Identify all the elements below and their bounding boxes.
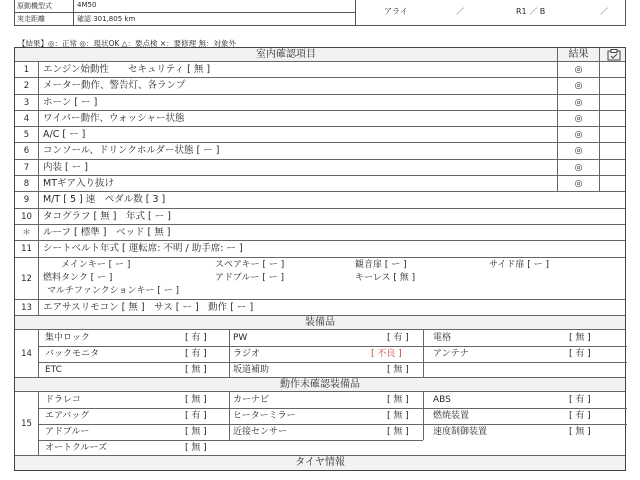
- auto-cruise-label: オートクルーズ: [45, 442, 108, 453]
- result-header: 結果: [557, 48, 599, 61]
- airbag-label: エアバッグ: [45, 410, 90, 421]
- fuel-tank-field: 燃料タンク [ ー ]: [43, 272, 113, 283]
- tire-section-title: タイヤ情報: [295, 456, 345, 468]
- adblue-key-field: アドブルー [ ー ]: [215, 272, 284, 283]
- row-number: 1: [15, 62, 39, 77]
- keyless-field: キーレス [ 無 ]: [355, 272, 416, 283]
- row-number: 5: [15, 127, 39, 142]
- row-number: 9: [15, 192, 39, 207]
- row-number: 14: [15, 330, 39, 377]
- central-lock-value: [ 有 ]: [185, 332, 207, 343]
- interior-row: [15, 111, 625, 127]
- interior-section-title: 室内確認項目: [256, 49, 316, 60]
- car-navi-label: カーナビ: [233, 394, 270, 405]
- clipboard-icon: [607, 49, 621, 61]
- abs-label: ABS: [433, 394, 451, 405]
- airbag-value: [ 有 ]: [185, 410, 207, 421]
- etc-value: [ 無 ]: [185, 364, 207, 375]
- equipment-section-header: [15, 316, 625, 330]
- interior-row: [15, 127, 625, 143]
- mileage-label: 実走距離: [17, 15, 45, 23]
- interior-row: [15, 192, 625, 208]
- row-text: MTギア入り抜け: [43, 178, 114, 190]
- row-number: 7: [15, 160, 39, 175]
- power-window-label: PW: [233, 332, 248, 343]
- alignment-label: アライ: [384, 7, 408, 16]
- engine-model-label: 原動機型式: [17, 2, 52, 10]
- row-number: 11: [15, 241, 39, 256]
- speed-limiter-label: 速度制御装置: [433, 426, 488, 437]
- antenna-label: アンテナ: [433, 348, 469, 359]
- etc-label: ETC: [45, 364, 62, 375]
- side-door-field: サイド扉 [ ー ]: [489, 259, 549, 270]
- air-suspension-row: [15, 300, 625, 316]
- back-monitor-value: [ 有 ]: [185, 348, 207, 359]
- row-number: 3: [15, 95, 39, 110]
- tire-section-header: [15, 456, 625, 470]
- engine-model-value: 4M50: [77, 1, 97, 9]
- adblue-label: アドブルー: [45, 426, 90, 437]
- vehicle-info-table: [14, 0, 626, 26]
- combustion-device-value: [ 有 ]: [569, 410, 591, 421]
- row-number: 8: [15, 176, 39, 191]
- row-result: ◎: [557, 78, 599, 93]
- row-text: メーター動作、警告灯、各ランプ: [43, 80, 186, 92]
- row-text: エアサスリモコン [ 無 ] サス [ ー ] 動作 [ ー ]: [43, 301, 254, 313]
- alignment-mark-1: ／: [456, 7, 464, 16]
- row-text: ホーン [ ー ]: [43, 96, 98, 108]
- rear-door-field: 観音扉 [ ー ]: [355, 259, 407, 270]
- interior-row: [15, 209, 625, 225]
- row-number: 6: [15, 143, 39, 158]
- abs-value: [ 有 ]: [569, 394, 591, 405]
- unverified-section-header: [15, 378, 625, 392]
- row-number: 12: [15, 258, 39, 299]
- mileage-row: [15, 13, 355, 26]
- adblue-value: [ 無 ]: [185, 426, 207, 437]
- interior-row: [15, 241, 625, 257]
- row-result: ◎: [557, 95, 599, 110]
- equipment-section-title: 装備品: [305, 316, 335, 328]
- heater-mirror-value: [ 無 ]: [387, 410, 409, 421]
- row-text: タコグラフ [ 無 ] 年式 [ ー ]: [43, 210, 171, 222]
- multi-function-key-field: マルチファンクションキー [ ー ]: [47, 285, 180, 296]
- unverified-block: [15, 392, 625, 456]
- power-window-value: [ 有 ]: [387, 332, 409, 343]
- equipment-block: [15, 330, 625, 378]
- power-mirror-value: [ 無 ]: [569, 332, 591, 343]
- result-legend: 【結果】◎：正常 ◎：現状OK △：要点検 ×：要修理 無：対象外: [18, 39, 236, 48]
- row-text: A/C [ ー ]: [43, 129, 86, 141]
- interior-row: [15, 160, 625, 176]
- row-text: シートベルト年式 [ 運転席: 不明 / 助手席: ー ]: [43, 243, 243, 255]
- interior-section-header: [15, 48, 625, 62]
- inspection-grid: [14, 47, 626, 471]
- row-number: 10: [15, 209, 39, 224]
- row-result: ◎: [557, 176, 599, 191]
- interior-row: [15, 225, 625, 241]
- central-lock-label: 集中ロック: [45, 332, 90, 343]
- row-text: コンソール、ドリンクホルダー状態 [ ー ]: [43, 145, 220, 157]
- row-result: ◎: [557, 160, 599, 175]
- mileage-value: 確認 301,805 km: [77, 15, 136, 23]
- alignment-value: R1 ／ B: [516, 7, 546, 16]
- proximity-sensor-label: 近接センサー: [233, 426, 288, 437]
- car-navi-value: [ 無 ]: [387, 394, 409, 405]
- unverified-section-title: 動作未確認装備品: [280, 378, 360, 390]
- dashcam-value: [ 無 ]: [185, 394, 207, 405]
- radio-value: [ 不良 ]: [371, 348, 402, 359]
- interior-row: [15, 143, 625, 159]
- row-result: ◎: [557, 62, 599, 77]
- interior-row: [15, 176, 625, 192]
- interior-row: [15, 62, 625, 78]
- row-result: ◎: [557, 111, 599, 126]
- interior-row: [15, 95, 625, 111]
- row-result: ◎: [557, 143, 599, 158]
- row-text: 内装 [ ー ]: [43, 161, 88, 173]
- row-text: ワイパー動作、ウォッシャー状態: [43, 112, 185, 124]
- row-result: ◎: [557, 127, 599, 142]
- row-number: 4: [15, 111, 39, 126]
- radio-label: ラジオ: [233, 348, 261, 359]
- main-key-field: メインキー [ ー ]: [61, 259, 131, 270]
- power-mirror-label: 電格: [433, 332, 452, 343]
- auto-cruise-value: [ 無 ]: [185, 442, 207, 453]
- hill-assist-value: [ 無 ]: [387, 364, 409, 375]
- combustion-device-label: 燃焼装置: [433, 410, 470, 421]
- antenna-value: [ 有 ]: [569, 348, 591, 359]
- row-number: 15: [15, 392, 39, 455]
- interior-row: [15, 78, 625, 94]
- row-text: ルーフ [ 標準 ] ベッド [ 無 ]: [43, 226, 171, 238]
- keys-row: [15, 258, 625, 300]
- alignment-mark-2: ／: [600, 7, 608, 16]
- engine-model-row: [15, 0, 355, 13]
- dashcam-label: ドラレコ: [45, 394, 82, 405]
- spare-key-field: スペアキー [ ー ]: [215, 259, 285, 270]
- alignment-cell: [355, 0, 627, 26]
- back-monitor-label: バックモニタ: [45, 348, 100, 359]
- proximity-sensor-value: [ 無 ]: [387, 426, 409, 437]
- row-text: M/T [ 5 ] 速 ペダル数 [ 3 ]: [43, 194, 166, 206]
- heater-mirror-label: ヒーターミラー: [233, 410, 296, 421]
- hill-assist-label: 坂道補助: [233, 364, 270, 375]
- attachment-cell: [599, 48, 627, 61]
- speed-limiter-value: [ 無 ]: [569, 426, 591, 437]
- row-number: 2: [15, 78, 39, 93]
- row-number: ＊: [15, 225, 39, 240]
- row-text: エンジン始動性 セキュリティ [ 無 ]: [43, 64, 211, 75]
- row-number: 13: [15, 300, 39, 315]
